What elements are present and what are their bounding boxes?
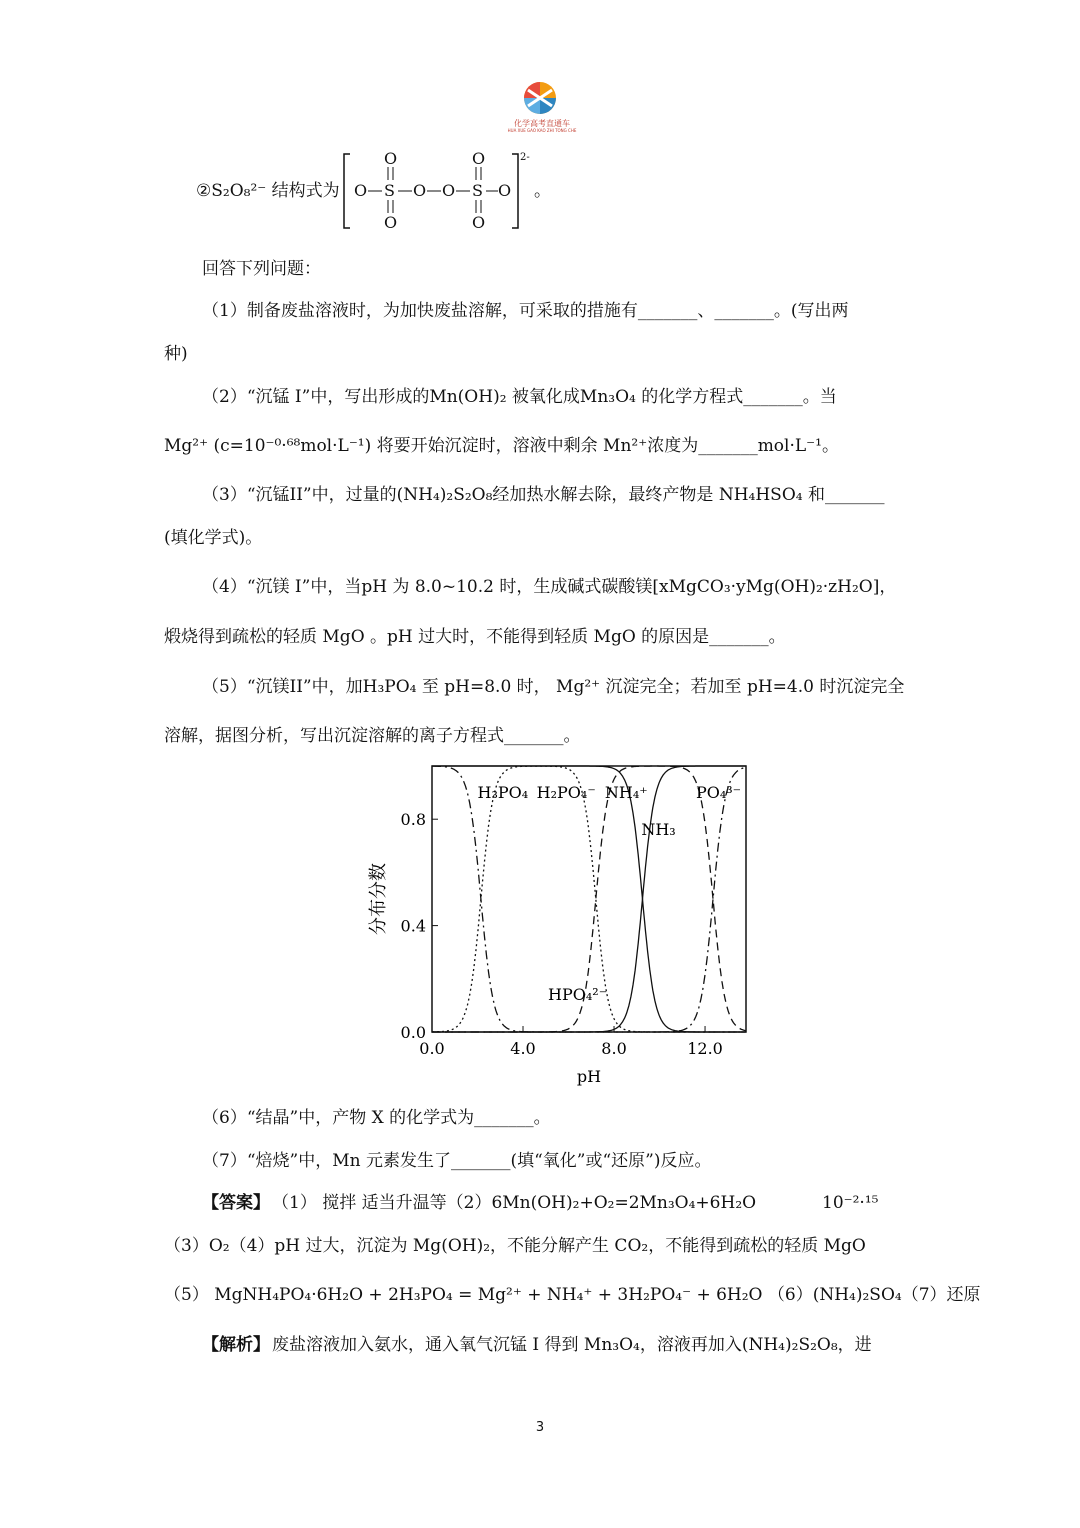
x-tick-label: 12.0 [687, 1039, 723, 1058]
answer-line3: （5） MgNH₄PO₄·6H₂O + 2H₃PO₄ = Mg²⁺ + NH₄⁺ + 3H₂PO₄⁻ + 6H₂O （6）(NH₄)₂SO₄（7）还原 [164, 1285, 981, 1305]
analysis-line1: 废盐溶液加入氨水，通入氧气沉锰 I 得到 Mn₃O₄，溶液再加入(NH₄)₂S₂O₈，进 [272, 1335, 872, 1355]
q6: （6）“结晶”中，产物 X 的化学式为_______。 [202, 1108, 551, 1128]
structure-prefix: ②S₂O₈²⁻ 结构式为 [196, 181, 340, 201]
s2o8-structure-diagram [340, 148, 560, 234]
q4-line2: 煅烧得到疏松的轻质 MgO 。pH 过大时，不能得到轻质 MgO 的原因是_______。 [164, 627, 786, 647]
distribution-chart [360, 756, 760, 1092]
q1-line1: （1）制备废盐溶液时，为加快废盐溶解，可采取的措施有_______、_______。(写出两 [202, 301, 849, 321]
label-hpo4: HPO₄²⁻ [548, 985, 608, 1005]
atom-s-1: S [384, 181, 395, 200]
x-tick-label: 0.0 [419, 1039, 445, 1058]
atom-s-2: S [472, 181, 483, 200]
label-nh3: NH₃ [641, 820, 676, 840]
label-h3po4: H₃PO₄ [477, 782, 529, 802]
atom-o-bottom-1: O [384, 213, 398, 232]
logo-title: 化学高考直通车 [514, 119, 570, 128]
x-tick-label: 8.0 [601, 1039, 627, 1058]
answer-line1b: 10⁻²·¹⁵ [822, 1193, 879, 1213]
analysis-label: 【解析】 [202, 1335, 270, 1355]
atom-o-top-2: O [472, 149, 486, 168]
atom-o-3: O [442, 181, 456, 200]
y-axis-label: 分布分数 [368, 863, 389, 935]
label-h2po4: H₂PO₄⁻ [536, 782, 596, 802]
structure-suffix: 。 [534, 181, 551, 201]
answer-label: 【答案】 [202, 1193, 270, 1213]
intro: 回答下列问题： [202, 259, 321, 279]
atom-o-bottom-2: O [472, 213, 486, 232]
y-tick-label: 0.8 [400, 810, 426, 830]
q4-line1: （4）“沉镁 I”中，当pH 为 8.0~10.2 时，生成碱式碳酸镁[xMgCO₃·yMg(OH)₂·zH₂O]， [202, 577, 897, 597]
label-nh4: NH₄⁺ [604, 782, 648, 802]
q3-line2: (填化学式)。 [164, 528, 263, 548]
chart-svg [360, 756, 760, 1092]
atom-o-2: O [413, 181, 427, 200]
q2-line1: （2）“沉锰 I”中，写出形成的Mn(OH)₂ 被氧化成Mn₃O₄ 的化学方程式_______。当 [202, 387, 837, 407]
q2-line2: Mg²⁺ (c=10⁻⁰·⁶⁸mol·L⁻¹) 将要开始沉淀时，溶液中剩余 Mn²⁺浓度为_______mol·L⁻¹。 [164, 436, 839, 456]
atom-o-4: O [498, 181, 512, 200]
logo-icon [500, 76, 584, 120]
answer-line2: （3）O₂（4）pH 过大，沉淀为 Mg(OH)₂，不能分解产生 CO₂，不能得到疏松的轻质 MgO [164, 1236, 866, 1256]
q3-line1: （3）“沉锰II”中，过量的(NH₄)₂S₂O₈经加热水解去除，最终产物是 NH₄HSO₄ 和_______ [202, 485, 885, 505]
structure-charge: 2- [520, 152, 530, 163]
answer-line1: （1） 搅拌 适当升温等（2）6Mn(OH)₂+O₂=2Mn₃O₄+6H₂O [272, 1193, 757, 1213]
x-axis-label: pH [576, 1067, 602, 1086]
y-tick-label: 0.0 [400, 1023, 426, 1042]
logo-subtitle: HUA XUE GAO KAO ZHI TONG CHE [507, 128, 577, 133]
atom-o-top-1: O [384, 149, 398, 168]
q7: （7）“焙烧”中，Mn 元素发生了_______(填“氧化”或“还原”)反应。 [202, 1151, 712, 1171]
q1-line2: 种) [164, 344, 188, 364]
x-tick-label: 4.0 [510, 1039, 536, 1058]
atom-o-1: O [354, 181, 368, 200]
y-tick-label: 0.4 [400, 916, 426, 936]
label-po4: PO₄³⁻ [695, 782, 742, 802]
q5-line1: （5）“沉镁II”中，加H₃PO₄ 至 pH=8.0 时， Mg²⁺ 沉淀完全；若加至 pH=4.0 时沉淀完全 [202, 677, 905, 697]
logo [500, 76, 584, 134]
q5-line2: 溶解，据图分析，写出沉淀溶解的离子方程式_______。 [164, 726, 581, 746]
page-number: 3 [535, 1420, 545, 1435]
